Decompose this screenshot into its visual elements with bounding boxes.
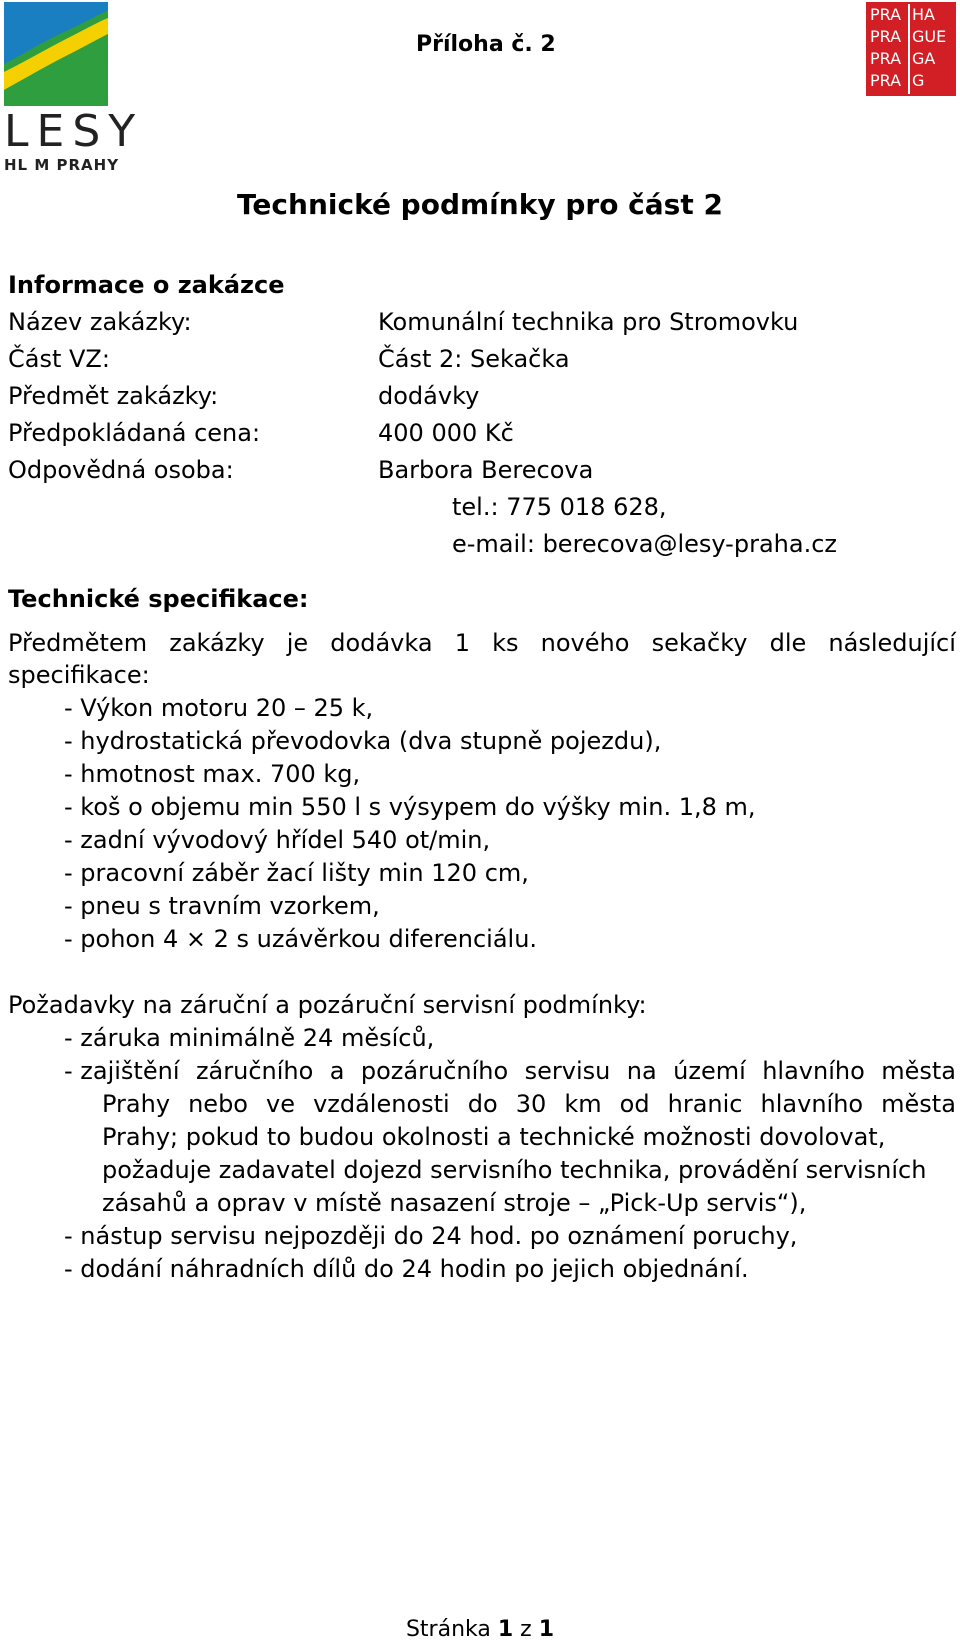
praha-logo-text: PRA (870, 27, 902, 46)
word: území (673, 1057, 746, 1085)
warranty-item-cont: zásahů a oprav v místě nasazení stroje – „Pick-Up servis“), (102, 1189, 807, 1217)
warranty-item-cont: požaduje zadavatel dojezd servisního technika, provádění servisních (102, 1156, 927, 1184)
warranty-item (64, 1057, 956, 1085)
spec-item: - hmotnost max. 700 kg, (64, 760, 361, 788)
praha-logo-text: GA (912, 49, 936, 68)
specs-intro (8, 629, 956, 657)
word: servisu (524, 1057, 611, 1085)
word: hranic (667, 1090, 743, 1118)
specs-heading: Technické specifikace: (8, 585, 309, 613)
info-value: dodávky (378, 382, 480, 410)
word: od (619, 1090, 650, 1118)
word: na (626, 1057, 657, 1085)
lesy-logo-subtitle: HL M PRAHY (4, 156, 120, 174)
word: km (564, 1090, 602, 1118)
word: následující (828, 629, 956, 657)
page-footer (0, 1617, 960, 1642)
warranty-item-cont (102, 1090, 956, 1118)
word: záručního (195, 1057, 314, 1085)
info-value: 400 000 Kč (378, 419, 514, 447)
spec-item: - Výkon motoru 20 – 25 k, (64, 694, 374, 722)
footer-total: 1 (538, 1617, 555, 1642)
info-value: Barbora Berecova (378, 456, 594, 484)
word: nového (540, 629, 630, 657)
word: Prahy (102, 1090, 171, 1118)
footer-prefix: Stránka (405, 1617, 491, 1642)
info-label: Předmět zakázky: (8, 382, 219, 410)
word: města (881, 1090, 956, 1118)
word: Předmětem (8, 629, 148, 657)
word: zakázky (169, 629, 265, 657)
word: a (329, 1057, 345, 1085)
word: do (467, 1090, 498, 1118)
word: je (286, 629, 309, 657)
contact-phone: tel.: 775 018 628, (452, 493, 667, 521)
spec-item: - pneu s travním vzorkem, (64, 892, 380, 920)
warranty-item: - záruka minimálně 24 měsíců, (64, 1024, 435, 1052)
warranty-item: - nástup servisu nejpozději do 24 hod. po oznámení poruchy, (64, 1222, 798, 1250)
word: vzdálenosti (313, 1090, 450, 1118)
lesy-logo (4, 2, 144, 178)
word: hlavního (760, 1090, 864, 1118)
word: ks (492, 629, 519, 657)
word: sekačky (651, 629, 748, 657)
contact-email: e-mail: berecova@lesy-praha.cz (452, 530, 837, 558)
info-label: Část VZ: (8, 345, 110, 373)
specs-intro-cont: specifikace: (8, 661, 150, 689)
word: ve (266, 1090, 296, 1118)
praha-logo-text: PRA (870, 71, 902, 90)
praha-logo-text: PRA (870, 49, 902, 68)
info-value: Komunální technika pro Stromovku (378, 308, 799, 336)
spec-item: - pohon 4 × 2 s uzávěrkou diferenciálu. (64, 925, 538, 953)
word: nebo (188, 1090, 248, 1118)
praha-logo-text: GUE (912, 27, 947, 46)
info-label: Název zakázky: (8, 308, 192, 336)
word: dle (769, 629, 807, 657)
warranty-item-cont: Prahy; pokud to budou okolnosti a technické možnosti dovolovat, (102, 1123, 886, 1151)
annex-label: Příloha č. 2 (416, 32, 556, 57)
word: města (881, 1057, 956, 1085)
warranty-heading: Požadavky na záruční a pozáruční servisní podmínky: (8, 991, 647, 1019)
praha-logo (866, 2, 956, 96)
warranty-item: - dodání náhradních dílů do 24 hodin po jejich objednání. (64, 1255, 749, 1283)
lesy-emblem (4, 2, 108, 106)
spec-item: - zadní vývodový hřídel 540 ot/min, (64, 826, 491, 854)
praha-logo-text: G (912, 71, 925, 90)
document-title: Technické podmínky pro část 2 (237, 188, 723, 221)
word: hlavního (762, 1057, 865, 1085)
word: - zajištění (64, 1057, 180, 1085)
info-label: Předpokládaná cena: (8, 419, 261, 447)
praha-logo-text: PRA (870, 5, 902, 24)
word: pozáručního (360, 1057, 509, 1085)
info-label: Odpovědná osoba: (8, 456, 234, 484)
lesy-logo-name: LESY (4, 106, 144, 157)
footer-sep: z (520, 1617, 532, 1642)
info-value: Část 2: Sekačka (378, 345, 570, 373)
spec-item: - pracovní záběr žací lišty min 120 cm, (64, 859, 529, 887)
spec-item: - hydrostatická převodovka (dva stupně pojezdu), (64, 727, 662, 755)
word: 1 (454, 629, 470, 657)
spec-item: - koš o objemu min 550 l s výsypem do výšky min. 1,8 m, (64, 793, 756, 821)
praha-logo-text: HA (912, 5, 935, 24)
footer-page: 1 (497, 1617, 514, 1642)
word: dodávka (330, 629, 433, 657)
word: 30 (515, 1090, 547, 1118)
info-heading: Informace o zakázce (8, 271, 285, 299)
